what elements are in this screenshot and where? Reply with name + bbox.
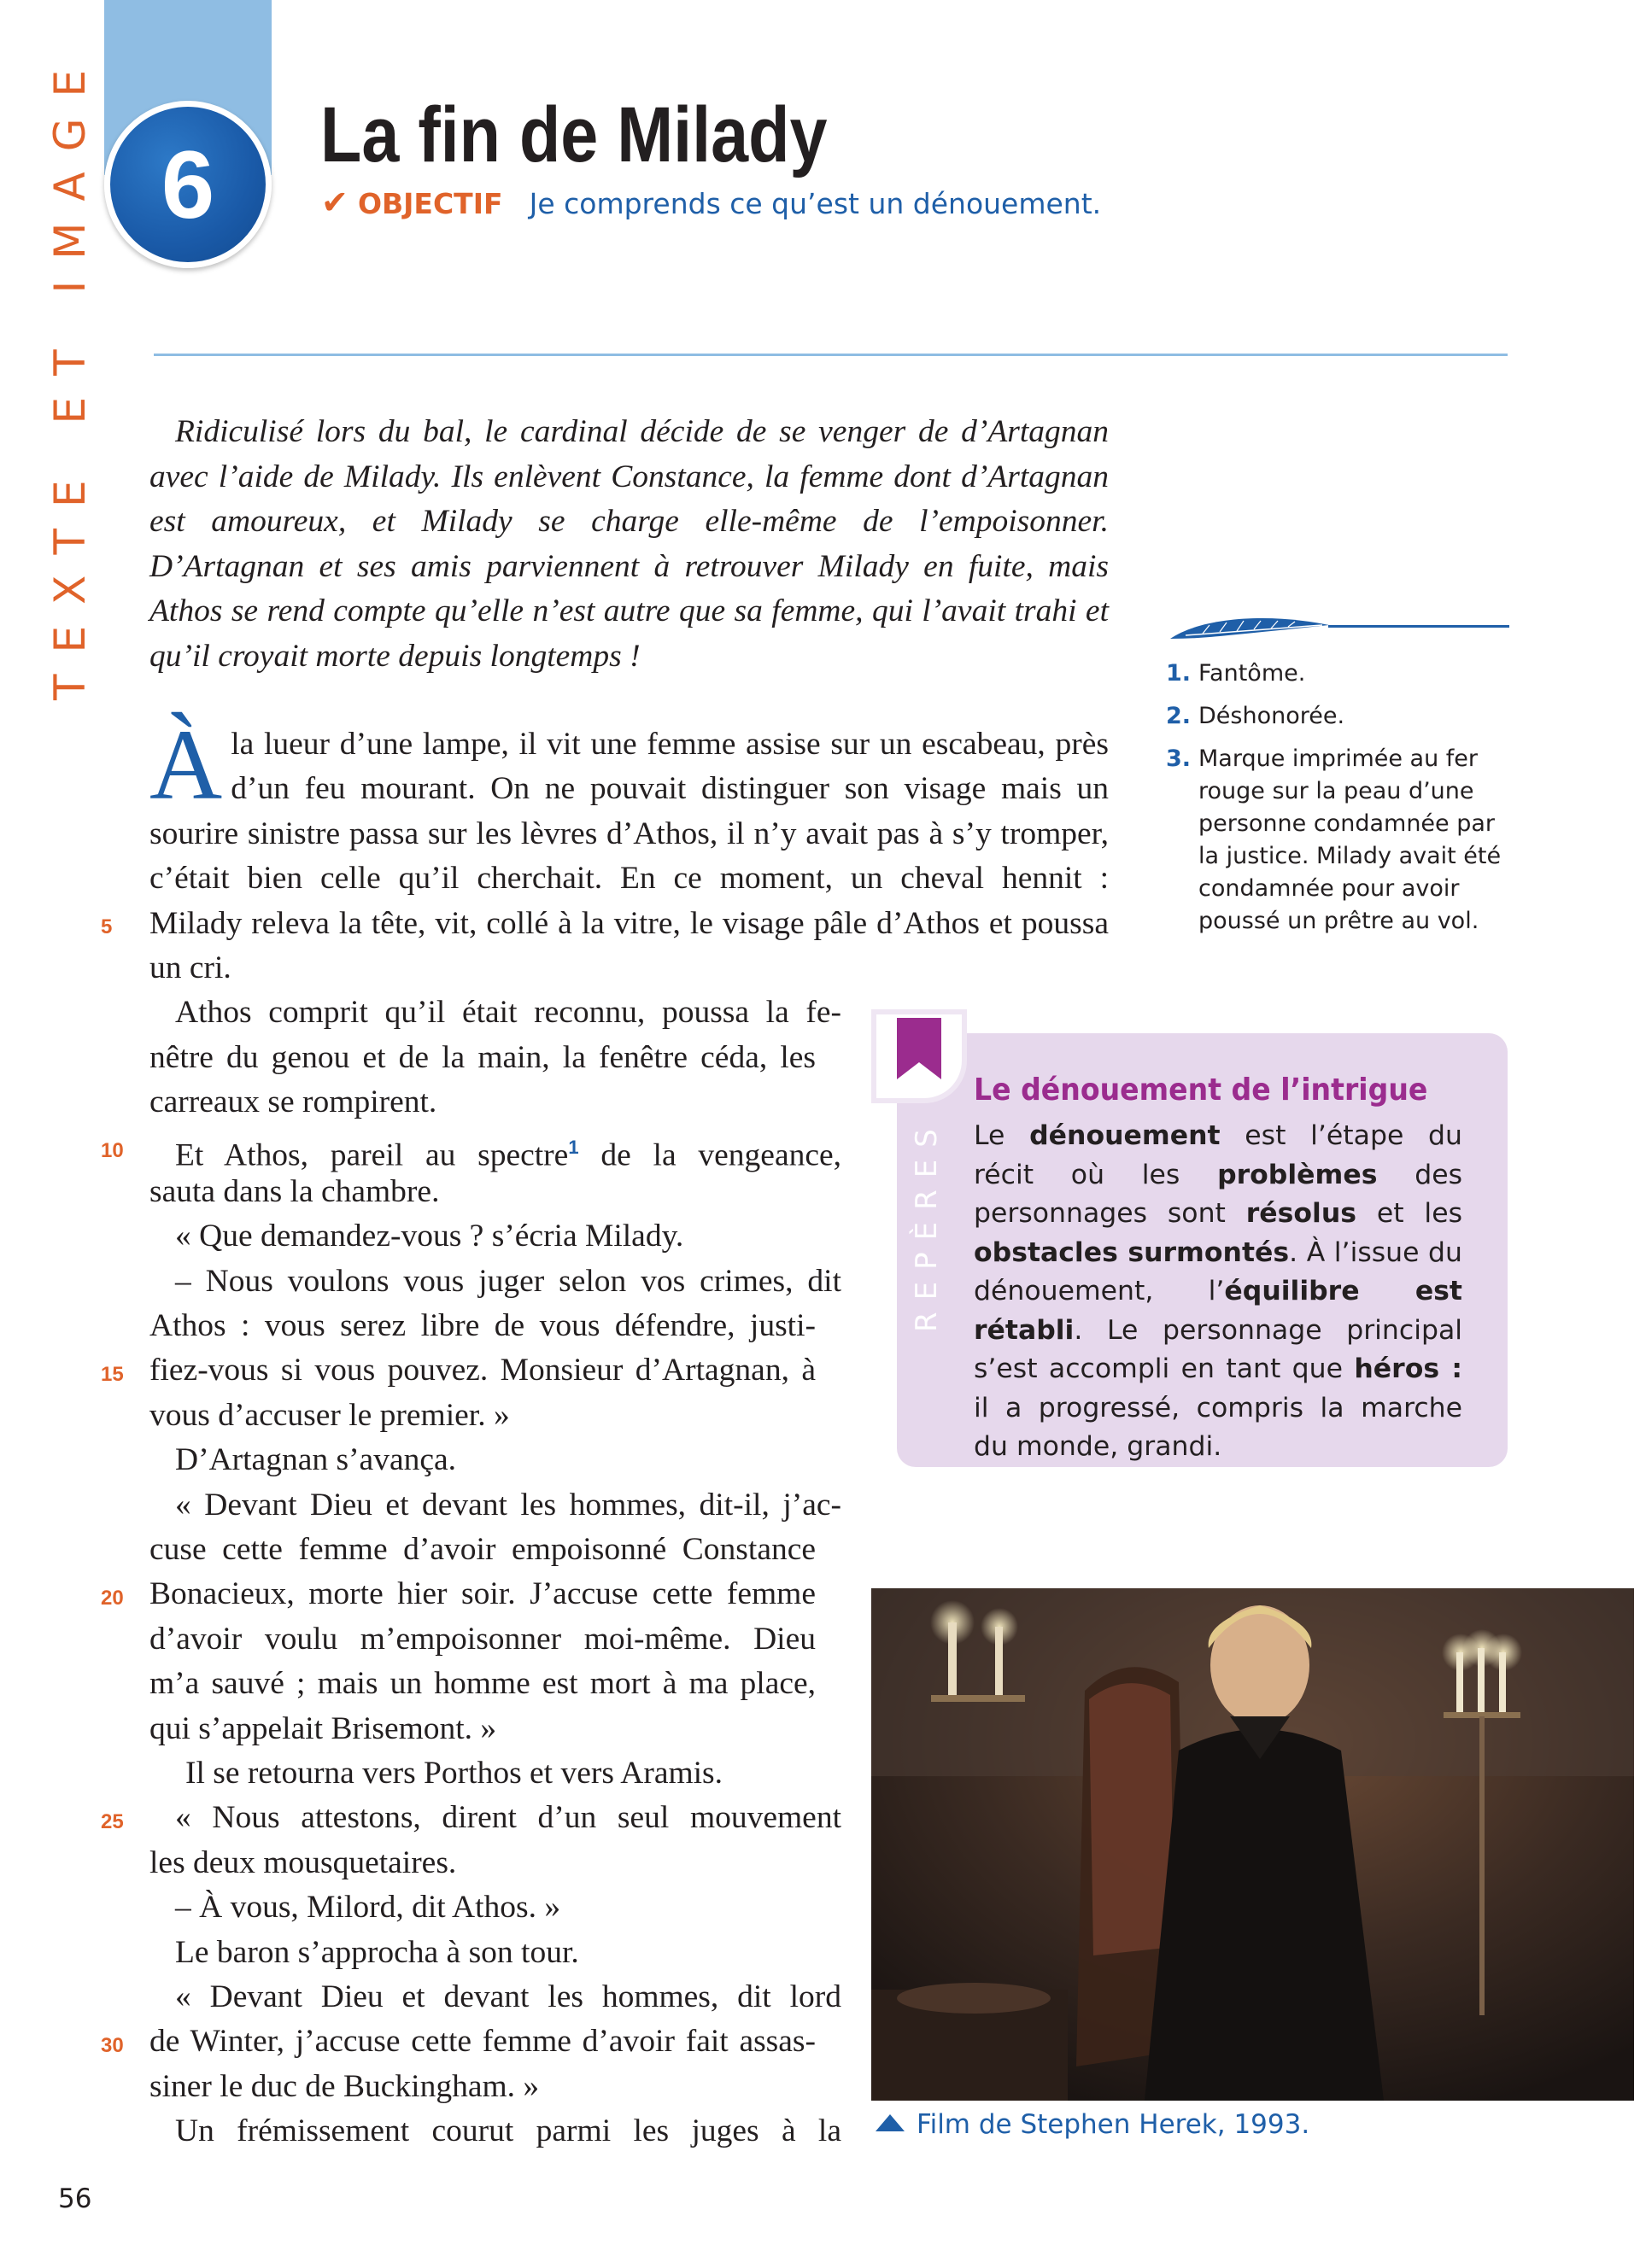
text-line: carreaux se rompirent. [149,1084,437,1120]
text-line: – À vous, Milord, dit Athos. » [175,1890,561,1926]
photo-caption [876,2109,1309,2140]
page-title: La fin de Milady [320,91,828,178]
text-line: Bonacieux, morte hier soir. J’accuse cette femme [149,1576,816,1612]
footnote-number: 3. [1166,745,1192,772]
text-fragment: est l’étape du récit où les [974,1120,1462,1190]
triangle-up-icon [876,2114,905,2131]
footnote-number: 2. [1166,703,1192,729]
text-line: Le baron s’approcha à son tour. [175,1934,579,1970]
notes-divider [1328,625,1509,628]
caption-text: Film de Stephen Herek, 1993. [917,2109,1310,2140]
text-fragment: . Le personnage principal s’est accompli en tant que [974,1314,1462,1384]
reperes-label: REPÈRES [910,1117,944,1332]
footnote-ref: 1 [568,1136,579,1158]
text-line: m’a sauvé ; mais un homme est mort à ma place, [149,1666,816,1702]
text-line: la lueur d’une lampe, il vit une femme assise sur un escabeau, près [231,727,1109,762]
line-number: 5 [101,915,113,938]
check-icon: ✔ [321,184,348,221]
text-line: – Nous voulons vous juger selon vos crimes, dit [175,1263,841,1299]
text-line: d’un feu mourant. On ne pouvait distinguer son visage mais un [231,771,1109,807]
text-fragment: des personnages sont [974,1159,1462,1229]
text-fragment: Et Athos, pareil au spectre [175,1137,569,1173]
header-divider [154,354,1508,356]
text-line: Milady releva la tête, vit, collé à la vitre, le visage pâle d’Athos et poussa [149,905,1109,941]
text-line [149,1125,842,1173]
text-line: siner le duc de Buckingham. » [149,2068,540,2104]
text-line: les deux mousquetaires. [149,1844,457,1880]
chapter-badge [104,101,272,268]
quill-icon [1168,613,1331,644]
text-line: « Nous attestons, dirent d’un seul mouvement [175,1800,841,1836]
text-line: fiez-vous si vous pouvez. Monsieur d’Artagnan, à [149,1353,816,1388]
bold-term: problèmes [1217,1159,1378,1190]
line-number: 30 [101,2034,124,2057]
text-line: Athos : vous serez libre de vous défendre, justi- [149,1308,816,1344]
drop-cap: À [149,709,223,821]
text-line: Il se retourna vers Porthos et vers Aramis. [185,1755,723,1791]
text-fragment: . À l’issue du dénouement, l’ [974,1236,1462,1306]
footnotes [1166,658,1508,948]
text-fragment: et les [1356,1198,1462,1229]
objective-text: Je comprends ce qu’est un dénouement. [529,187,1102,220]
footnote [1166,743,1508,938]
text-line: « Devant Dieu et devant les hommes, dit-il, j’ac- [175,1487,841,1523]
text-line: c’était bien celle qu’il cherchait. En ce moment, un cheval hennit : [149,861,1109,897]
text-line: un cri. [149,950,231,985]
footnote-text: Marque imprimée au fer rouge sur la peau d’une personne condamnée par la justice. Milady avait été condamnée pour avoir poussé un prêtre au vol. [1198,745,1502,934]
reperes-title: Le dénouement de l’intrigue [974,1073,1428,1108]
text-fragment: il a progressé, compris la marche du monde, grandi. [974,1392,1462,1462]
text-line: Un frémissement courut parmi les juges à la [175,2113,841,2149]
side-section-label: TEXTE ET IMAGE [45,48,95,700]
film-still-photo [871,1588,1634,2101]
text-line: vous d’accuser le premier. » [149,1397,510,1433]
footnote [1166,700,1508,733]
text-line: cuse cette femme d’avoir empoisonné Constance [149,1532,816,1568]
text-line: d’avoir voulu m’empoisonner moi-même. Dieu [149,1621,816,1657]
objective-label: OBJECTIF [357,187,503,220]
opening-paragraph [149,709,1109,821]
footnote-text: Fantôme. [1198,660,1306,687]
bold-term: équilibre est rétabli [974,1276,1462,1346]
text-fragment: de la vengeance, [600,1137,842,1173]
bold-term: héros : [1354,1353,1462,1384]
bold-term: obstacles surmontés [974,1236,1290,1268]
line-number: 15 [101,1363,124,1386]
bold-term: résolus [1245,1198,1356,1229]
page-number: 56 [58,2183,92,2214]
footnote-number: 1. [1166,660,1192,687]
intro-paragraph: Ridiculisé lors du bal, le cardinal décide de se venger de d’Artagnan avec l’aide de Milady. Ils enlèvent Constance, la femme dont d’Artagnan est amoureux, et Milady se charge elle-même de l’empoisonner. D’Artagnan et ses amis parviennent à retrouver Milady en fuite, mais Athos se rend compte qu’elle n’est autre que sa femme, qui l’avait trahi et qu’il croyait morte depuis longtemps ! [149,414,1109,674]
text-line: « Que demandez-vous ? s’écria Milady. [175,1219,684,1254]
line-number: 10 [101,1139,124,1162]
line-number: 25 [101,1810,124,1833]
text-line: Athos comprit qu’il était reconnu, poussa la fe- [175,995,841,1031]
text-line: de Winter, j’accuse cette femme d’avoir fait assas- [149,2024,816,2060]
text-line: qui s’appelait Brisemont. » [149,1710,497,1746]
chapter-number: 6 [161,131,215,238]
line-number: 20 [101,1587,124,1610]
text-line: sauta dans la chambre. [149,1173,440,1209]
footnote [1166,658,1508,690]
text-fragment: Le [974,1120,1030,1151]
text-line: nêtre du genou et de la main, la fenêtre céda, les [149,1039,816,1075]
reperes-text [974,1117,1462,1467]
text-line: D’Artagnan s’avança. [175,1442,457,1478]
bold-term: dénouement [1029,1120,1221,1151]
text-line: sourire sinistre passa sur les lèvres d’Athos, il n’y avait pas à s’y tromper, [149,815,1109,851]
text-line: « Devant Dieu et devant les hommes, dit lord [175,1979,841,2014]
objective [321,184,1101,221]
footnote-text: Déshonorée. [1198,703,1345,729]
